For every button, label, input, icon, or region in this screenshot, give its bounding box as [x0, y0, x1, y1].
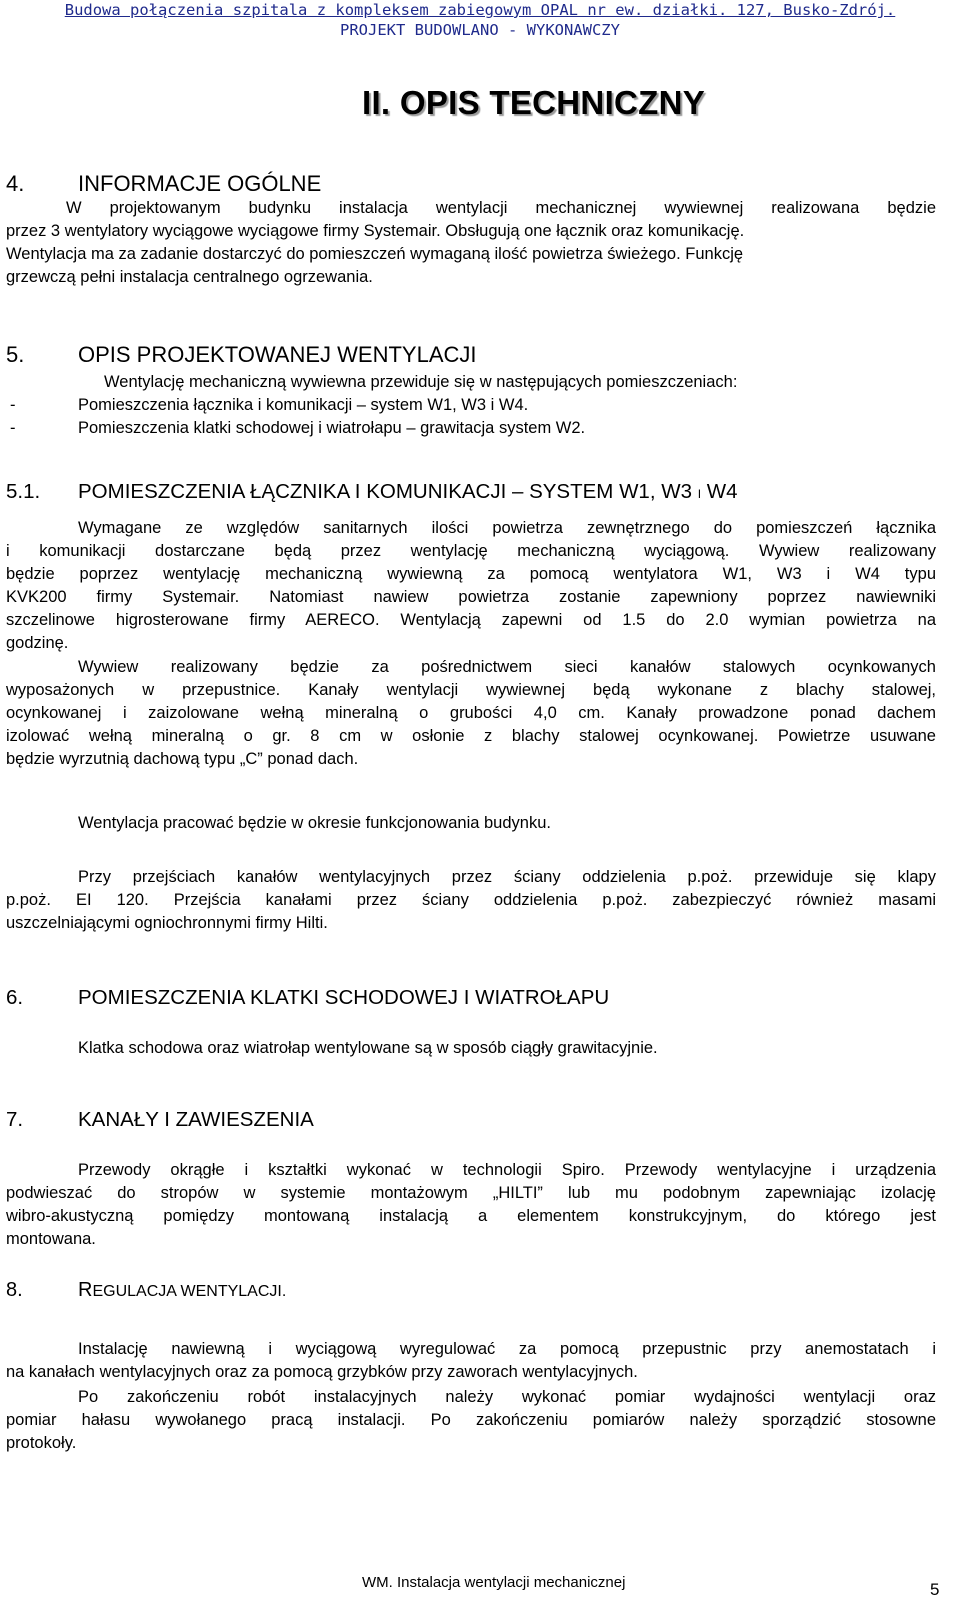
text-line: pomiar hałasu wywołanego pracą instalacji. Po zakończeniu pomiarów należy sporządzić stosowne: [6, 1411, 936, 1429]
text-line: wyposażonych w przepustnice. Kanały wentylacji wywiewnej będą wykonane z blachy stalowej,: [6, 681, 936, 699]
text-line: uszczelniającymi ogniochronnymi firmy Hilti.: [6, 914, 328, 932]
section-number: 7.: [6, 1108, 24, 1131]
section-6-heading: [6, 986, 609, 1010]
section-title-initial: R: [78, 1279, 93, 1301]
section-number: 6.: [6, 986, 24, 1009]
text-line: na kanałach wentylacyjnych oraz za pomocą grzybków przy zaworach wentylacyjnych.: [6, 1363, 638, 1381]
text-line: Przewody okrągłe i kształtki wykonać w technologii Spiro. Przewody wentylacyjne i urządzenia: [78, 1161, 936, 1179]
text-line: przez 3 wentylatory wyciągowe wyciągowe firmy Systemair. Obsługują one łącznik oraz komunikację.: [6, 222, 745, 240]
text-line: Po zakończeniu robót instalacyjnych należy wykonać pomiar wydajności wentylacji oraz: [78, 1388, 936, 1406]
section-8-paragraph-1: [6, 1338, 936, 1384]
section-title-end: W4: [706, 480, 738, 503]
text-line: KVK200 firmy Systemair. Natomiast nawiew powietrza zostanie zapewniony poprzez nawiewniki: [6, 588, 936, 606]
section-5-1-paragraph-3: Wentylacja pracować będzie w okresie funkcjonowania budynku.: [78, 814, 551, 832]
list-dash: -: [10, 419, 16, 437]
text-line: grzewczą pełni instalacja centralnego ogrzewania.: [6, 268, 373, 286]
section-7-body: [6, 1159, 936, 1251]
header-project-stage: PROJEKT BUDOWLANO - WYKONAWCZY: [340, 21, 620, 39]
section-5-1-paragraph-2: [6, 656, 936, 771]
section-6-text: Klatka schodowa oraz wiatrołap wentylowane są w sposób ciągły grawitacyjnie.: [78, 1039, 658, 1057]
page-header: [0, 0, 960, 40]
section-number: 4.: [6, 171, 25, 196]
footer-text: WM. Instalacja wentylacji mechanicznej: [362, 1574, 626, 1591]
text-line: Wymagane ze względów sanitarnych ilości powietrza zewnętrznego do pomieszczeń łącznika: [78, 519, 936, 537]
section-number: 5.: [6, 342, 25, 367]
list-item-text: Pomieszczenia klatki schodowej i wiatrołapu – grawitacja system W2.: [78, 419, 586, 437]
list-dash: -: [10, 396, 16, 414]
page-number: 5: [930, 1580, 940, 1599]
list-item: [6, 417, 585, 440]
section-title: OPIS PROJEKTOWANEJ WENTYLACJI: [78, 342, 477, 367]
text-line: godzinę.: [6, 634, 69, 652]
text-line: p.poż. EI 120. Przejścia kanałami przez ściany oddzielenia p.poż. zabezpieczyć również masami: [6, 891, 936, 909]
text-line: montowana.: [6, 1230, 96, 1248]
text-line: Wentylacja ma za zadanie dostarczyć do pomieszczeń wymaganą ilość powietrza świeżego. Funkcję: [6, 245, 744, 263]
text-line: szczelinowe higrosterowane firmy AERECO. Wentylacją zapewni od 1.5 do 2.0 wymian powietrza na: [6, 611, 936, 629]
section-4-body: [6, 197, 936, 289]
list-item: [6, 394, 528, 417]
list-item-text: Pomieszczenia łącznika i komunikacji – system W1, W3 i W4.: [78, 396, 529, 414]
section-title-conj: I: [697, 487, 702, 501]
header-project-title: [0, 0, 960, 20]
text-line: będzie wyrzutnią dachową typu „C” ponad dach.: [6, 750, 359, 768]
section-4-heading: [6, 171, 321, 197]
text-line: protokoły.: [6, 1434, 77, 1452]
section-title: POMIESZCZENIA KLATKI SCHODOWEJ I WIATROŁAPU: [78, 986, 610, 1009]
text-line: Instalację nawiewną i wyciągową wyregulować za pomocą przepustnic przy anemostatach i: [78, 1340, 936, 1358]
section-5-intro: Wentylację mechaniczną wywiewna przewiduje się w następujących pomieszczeniach:: [104, 373, 738, 391]
section-title: KANAŁY I ZAWIESZENIA: [78, 1108, 314, 1131]
text-line: będzie poprzez wentylację mechaniczną wywiewną za pomocą wentylatora W1, W3 i W4 typu: [6, 565, 936, 583]
section-number: 5.1.: [6, 480, 41, 503]
section-title: POMIESZCZENIA ŁĄCZNIKA I KOMUNIKACJI – SYSTEM W1, W3: [78, 480, 692, 503]
text-line: Wywiew realizowany będzie za pośrednictwem sieci kanałów stalowych ocynkowanych: [78, 658, 936, 676]
section-8-heading: [6, 1279, 286, 1302]
section-5-1-heading: [6, 480, 737, 504]
section-5-heading: [6, 342, 477, 368]
section-title-rest: EGULACJA WENTYLACJI.: [92, 1283, 287, 1300]
section-number: 8.: [6, 1279, 23, 1301]
text-line: i komunikacji dostarczane będą przez wentylację mechaniczną wyciągową. Wywiew realizowany: [6, 542, 936, 560]
section-5-1-paragraph-4: [6, 866, 936, 935]
section-8-paragraph-2: [6, 1386, 936, 1455]
section-7-heading: [6, 1108, 314, 1132]
text-line: W projektowanym budynku instalacja wentylacji mechanicznej wywiewnej realizowana będzie: [66, 199, 936, 217]
text-line: ocynkowanej i zaizolowane wełną mineralną o grubości 4,0 cm. Kanały prowadzone ponad dachem: [6, 704, 936, 722]
section-title: INFORMACJE OGÓLNE: [78, 171, 322, 196]
text-line: wibro-akustyczną pomiędzy montowaną instalacją a elementem konstrukcyjnym, do którego jest: [6, 1207, 936, 1225]
header-line1: Budowa połączenia szpitala z kompleksem zabiegowym OPAL nr ew. działki. 127, Busko-Zdrój.: [64, 1, 896, 19]
document-title: II. OPIS TECHNICZNY: [362, 84, 706, 121]
text-line: izolować wełną mineralną o gr. 8 cm w osłonie z blachy stalowej ocynkowanej. Powietrze usuwane: [6, 727, 936, 745]
text-line: podwieszać do stropów w systemie montażowym „HILTI” lub mu podobnym zapewniając izolację: [6, 1184, 936, 1202]
section-5-1-paragraph-1: [6, 517, 936, 655]
text-line: Przy przejściach kanałów wentylacyjnych przez ściany oddzielenia p.poż. przewiduje się klapy: [78, 868, 936, 886]
